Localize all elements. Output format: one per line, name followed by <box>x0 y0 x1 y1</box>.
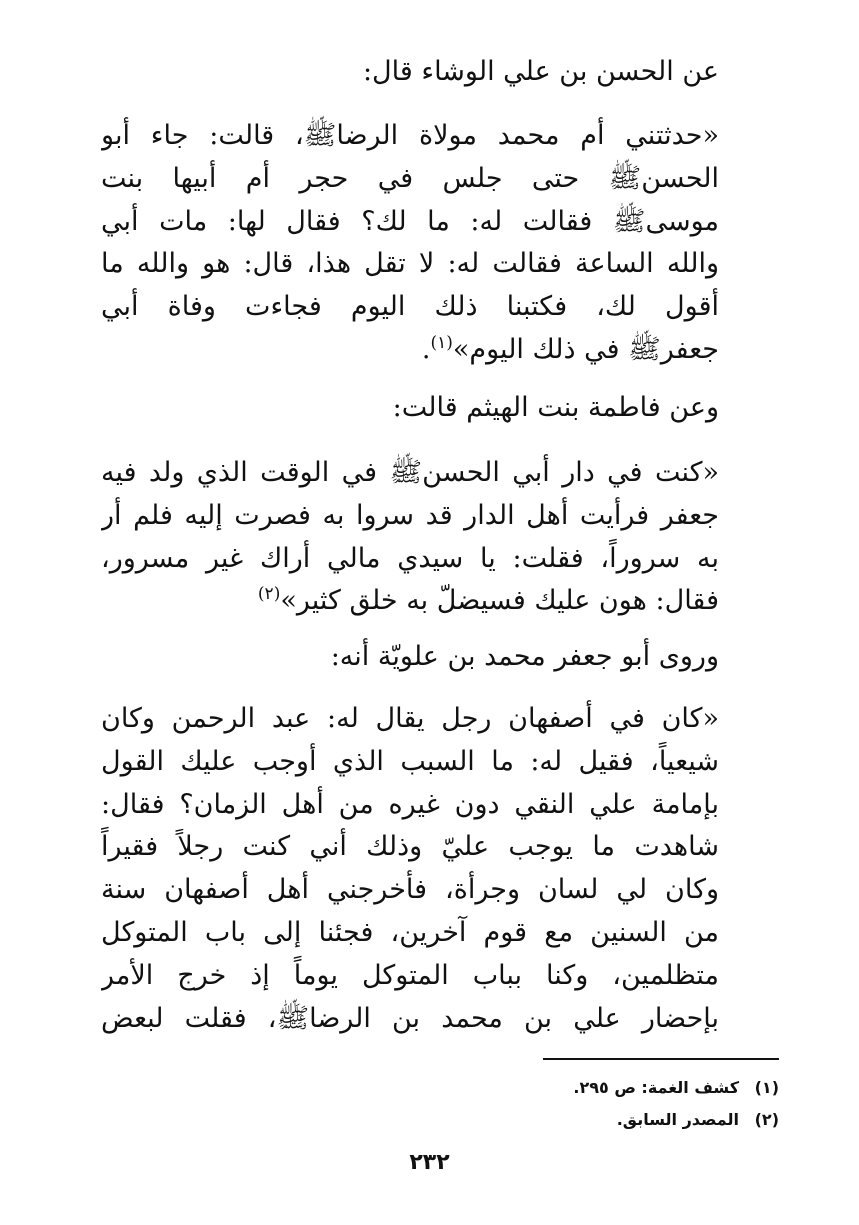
quote-line: «كنت في دار أبي الحسنﷺ في الوقت الذي ولد فيه <box>101 457 719 488</box>
footnote-text: كشف الغمة: ص ٢٩٥. <box>573 1078 739 1097</box>
footnotes <box>279 1072 779 1136</box>
footnote-2 <box>279 1104 779 1136</box>
quote-line: موسىﷺ فقالت له: ما لك؟ فقال لها: مات أبي <box>101 205 719 237</box>
footnote-number: (٢) <box>754 1110 779 1129</box>
quote-line: أقول لك، فكتبنا ذلك اليوم فجاءت وفاة أبي <box>101 291 719 323</box>
footnote-separator <box>543 1058 779 1060</box>
quote-line-text: فقال: هون عليك فسيضلّ به خلق كثير» <box>280 585 719 617</box>
footnote-1 <box>279 1072 779 1104</box>
quote-line: بإمامة علي النقي دون غيره من أهل الزمان؟ فقال: <box>101 788 719 820</box>
narration-intro-1: عن الحسن بن علي الوشاء قال: <box>362 56 719 87</box>
quote-line: به سروراً، فقلت: يا سيدي مالي أراك غير مسرور، <box>101 542 719 574</box>
quote-line: «حدثتني أم محمد مولاة الرضاﷺ، قالت: جاء أبو <box>101 120 719 151</box>
page-number: ٢٣٢ <box>409 1150 450 1175</box>
footnote-text: المصدر السابق. <box>616 1110 739 1129</box>
quote-line: وكان لي لسان وجرأة، فأخرجني أهل أصفهان سنة <box>101 874 719 906</box>
quote-block-3 <box>101 698 719 1040</box>
quote-block-1 <box>101 115 719 372</box>
narration-intro-3: وروى أبو جعفر محمد بن علويّة أنه: <box>330 641 719 672</box>
quote-line-last <box>101 580 719 623</box>
footnote-marker-2: (٢) <box>257 584 281 605</box>
quote-block-2 <box>101 452 719 623</box>
quote-line: شيعياً، فقيل له: ما السبب الذي أوجب عليك القول <box>101 745 719 777</box>
footnote-marker-1: (١) <box>430 332 453 353</box>
quote-line: «كان في أصفهان رجل يقال له: عبد الرحمن وكان <box>101 703 719 734</box>
quote-line: الحسنﷺ حتى جلس في حجر أم أبيها بنت <box>101 162 719 194</box>
quote-line: شاهدت ما يوجب عليّ وذلك أني كنت رجلاً فقيراً <box>101 831 719 863</box>
quote-line: متظلمين، وكنا بباب المتوكل يوماً إذ خرج الأمر <box>101 959 719 991</box>
quote-line-text: جعفرﷺ في ذلك اليوم» <box>452 333 719 365</box>
quote-line: من السنين مع قوم آخرين، فجئنا إلى باب المتوكل <box>101 916 719 948</box>
quote-line: جعفر فرأيت أهل الدار قد سروا به فصرت إليه فلم أر <box>101 499 719 531</box>
quote-line: بإحضار علي بن محمد بن الرضاﷺ، فقلت لبعض <box>101 1002 719 1034</box>
footnote-number: (١) <box>754 1078 779 1097</box>
quote-line-last: جعفرﷺ في ذلك اليوم»$^{(١)}$. <box>421 332 719 365</box>
quote-line: والله الساعة فقالت له: لا تقل هذا، قال: هو والله ما <box>101 248 719 280</box>
narration-intro-2: وعن فاطمة بنت الهيثم قالت: <box>392 392 719 423</box>
